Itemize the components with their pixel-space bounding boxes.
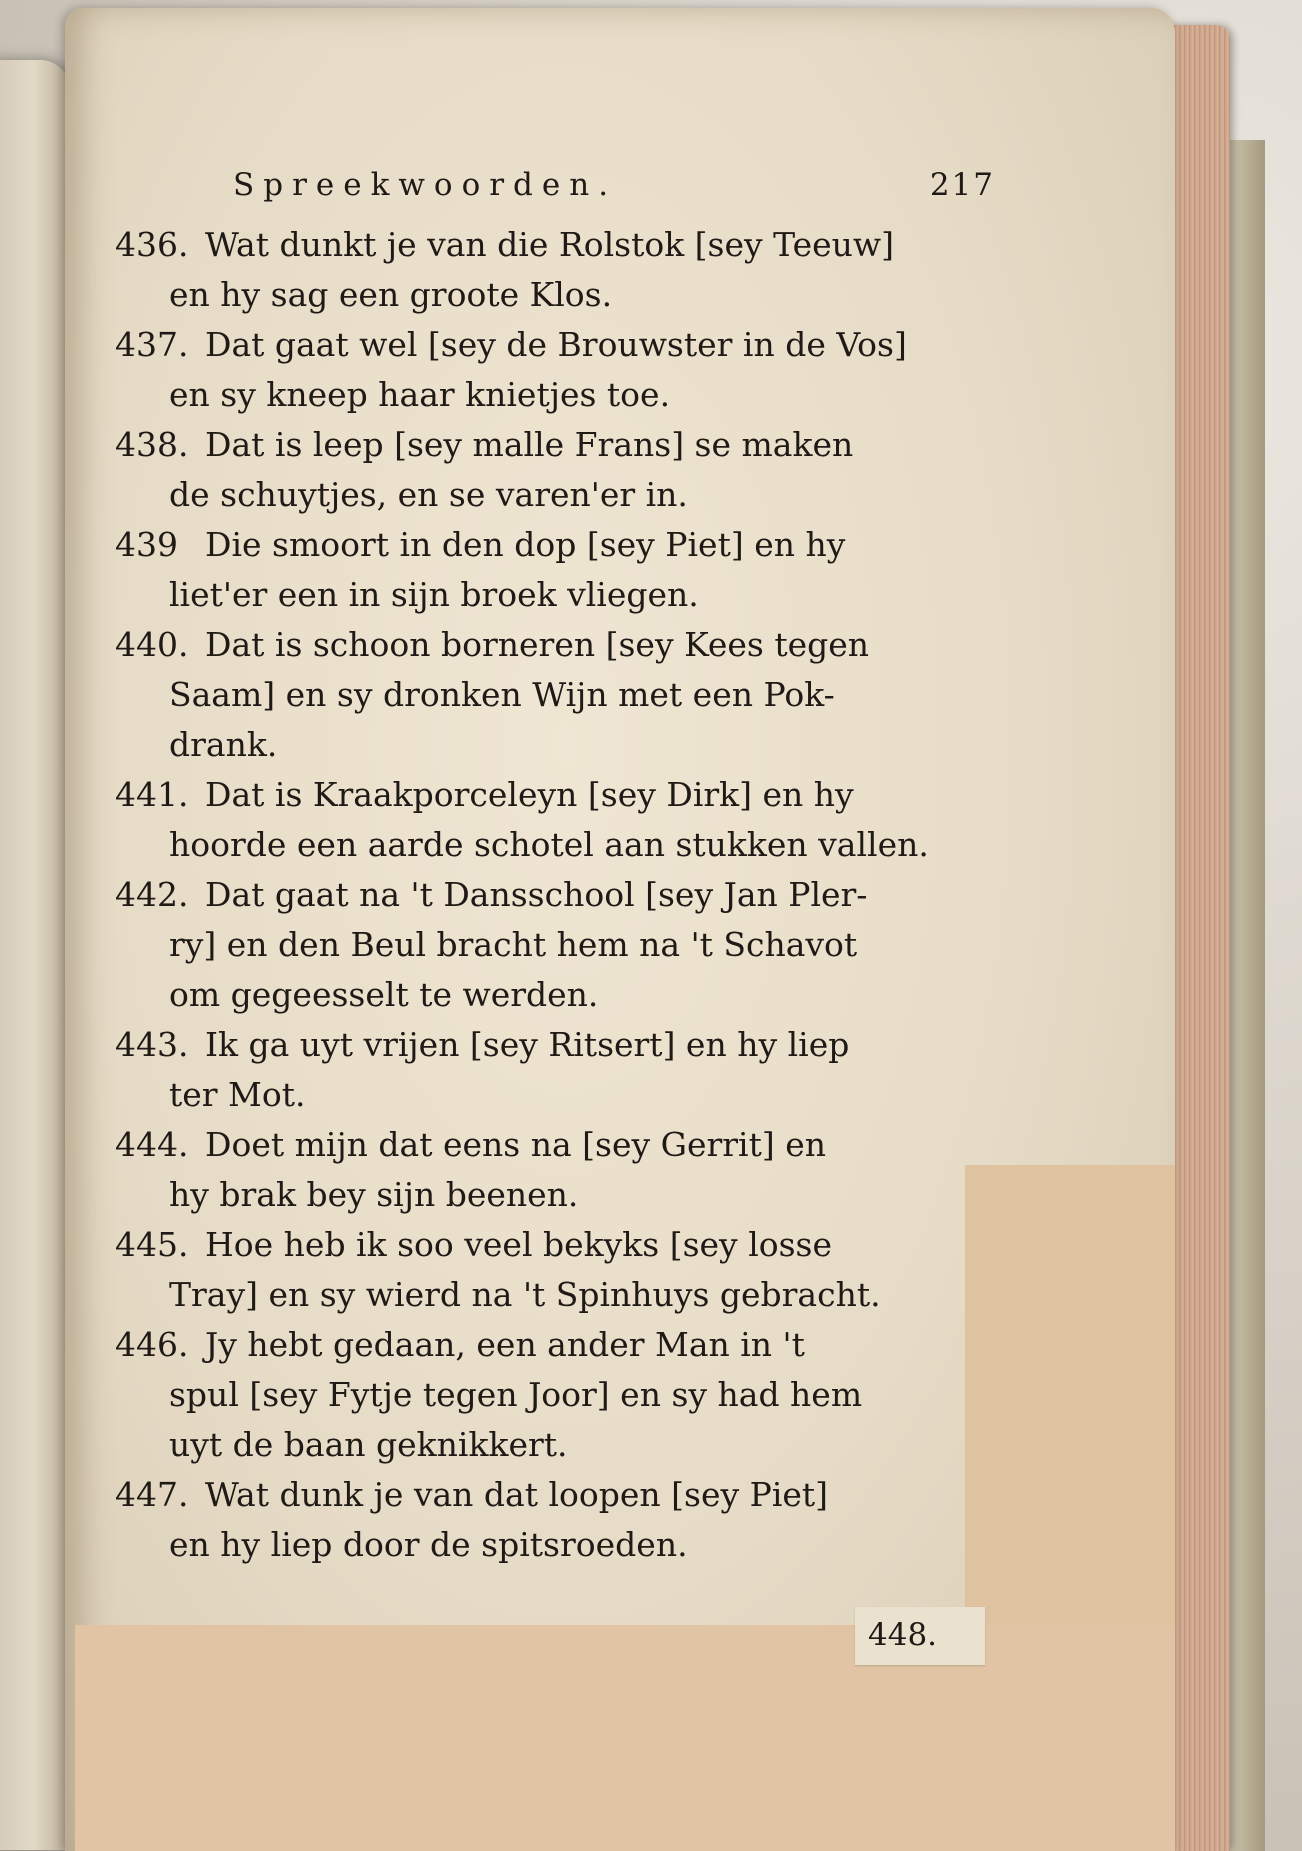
entry-line: Ik ga uyt vrijen [sey Ritsert] en hy liep [205, 1025, 850, 1064]
entry-line: Dat is leep [sey malle Frans] se maken [205, 425, 854, 464]
proverb-entry [115, 770, 975, 870]
entry-line: en hy sag een groote Klos. [169, 275, 613, 314]
paper-repair-patch-bottom [75, 1625, 1175, 1851]
proverb-entry [115, 1220, 975, 1320]
proverb-entry [115, 520, 975, 620]
entry-line: Hoe heb ik soo veel bekyks [sey losse [205, 1225, 833, 1264]
entry-number: 440. [115, 625, 189, 664]
running-header [233, 160, 995, 220]
proverb-entry [115, 620, 975, 770]
entry-number: 446. [115, 1325, 189, 1364]
entry-line: Doet mijn dat eens na [sey Gerrit] en [205, 1125, 827, 1164]
entry-text [169, 220, 975, 320]
proverb-entry [115, 320, 975, 420]
entry-line: Wat dunk je van dat loopen [sey Piet] [205, 1475, 829, 1514]
catchword: 448. [868, 1617, 938, 1653]
entry-text [169, 1120, 975, 1220]
entry-line: spul [sey Fytje tegen Joor] en sy had hem [169, 1375, 863, 1414]
paper-repair-patch-right [965, 1165, 1175, 1645]
entry-number: 444. [115, 1125, 189, 1164]
entry-line: Tray] en sy wierd na 't Spinhuys gebracht. [169, 1275, 881, 1314]
entry-number: 442. [115, 875, 189, 914]
facing-page-edge [0, 60, 70, 1850]
entry-text [169, 620, 975, 770]
entry-number: 439 [115, 525, 178, 564]
entry-number: 438. [115, 425, 189, 464]
entry-line: ter Mot. [169, 1075, 306, 1114]
entry-line: Dat gaat na 't Dansschool [sey Jan Pler- [205, 875, 868, 914]
entry-line: en sy kneep haar knietjes toe. [169, 375, 671, 414]
entry-line: drank. [169, 725, 278, 764]
entry-line: Saam] en sy dronken Wijn met een Pok- [169, 675, 835, 714]
entry-text [169, 320, 975, 420]
entry-line: Jy hebt gedaan, een ander Man in 't [205, 1325, 805, 1364]
proverb-list [115, 220, 975, 1570]
entry-line: ry] en den Beul bracht hem na 't Schavot [169, 925, 858, 964]
proverb-entry [115, 220, 975, 320]
proverb-entry [115, 420, 975, 520]
entry-line: Wat dunkt je van die Rolstok [sey Teeuw] [205, 225, 895, 264]
entry-line: Die smoort in den dop [sey Piet] en hy [205, 525, 846, 564]
page-text [115, 160, 995, 1570]
proverb-entry [115, 1470, 975, 1570]
entry-text [169, 1320, 975, 1470]
entry-line: om gegeesselt te werden. [169, 975, 599, 1014]
entry-line: en hy liep door de spitsroeden. [169, 1525, 688, 1564]
proverb-entry [115, 870, 975, 1020]
entry-number: 437. [115, 325, 189, 364]
entry-number: 443. [115, 1025, 189, 1064]
header-title: Spreekwoorden. [233, 167, 618, 203]
entry-text [169, 1470, 975, 1570]
entry-number: 441. [115, 775, 189, 814]
proverb-entry [115, 1320, 975, 1470]
proverb-entry [115, 1020, 975, 1120]
entry-text [169, 770, 975, 870]
entry-text [169, 520, 975, 620]
entry-text [169, 1020, 975, 1120]
proverb-entry [115, 1120, 975, 1220]
entry-line: Dat is Kraakporceleyn [sey Dirk] en hy [205, 775, 854, 814]
entry-line: de schuytjes, en se varen'er in. [169, 475, 688, 514]
entry-number: 436. [115, 225, 189, 264]
entry-number: 445. [115, 1225, 189, 1264]
entry-text [169, 420, 975, 520]
entry-line: Dat is schoon borneren [sey Kees tegen [205, 625, 870, 664]
entry-line: hoorde een aarde schotel aan stukken vallen. [169, 825, 929, 864]
entry-text [169, 870, 975, 1020]
entry-text [169, 1220, 975, 1320]
entry-line: hy brak bey sijn beenen. [169, 1175, 579, 1214]
entry-line: liet'er een in sijn broek vliegen. [169, 575, 699, 614]
page-number: 217 [929, 167, 995, 203]
entry-line: uyt de baan geknikkert. [169, 1425, 568, 1464]
entry-number: 447. [115, 1475, 189, 1514]
entry-line: Dat gaat wel [sey de Brouwster in de Vos] [205, 325, 907, 364]
